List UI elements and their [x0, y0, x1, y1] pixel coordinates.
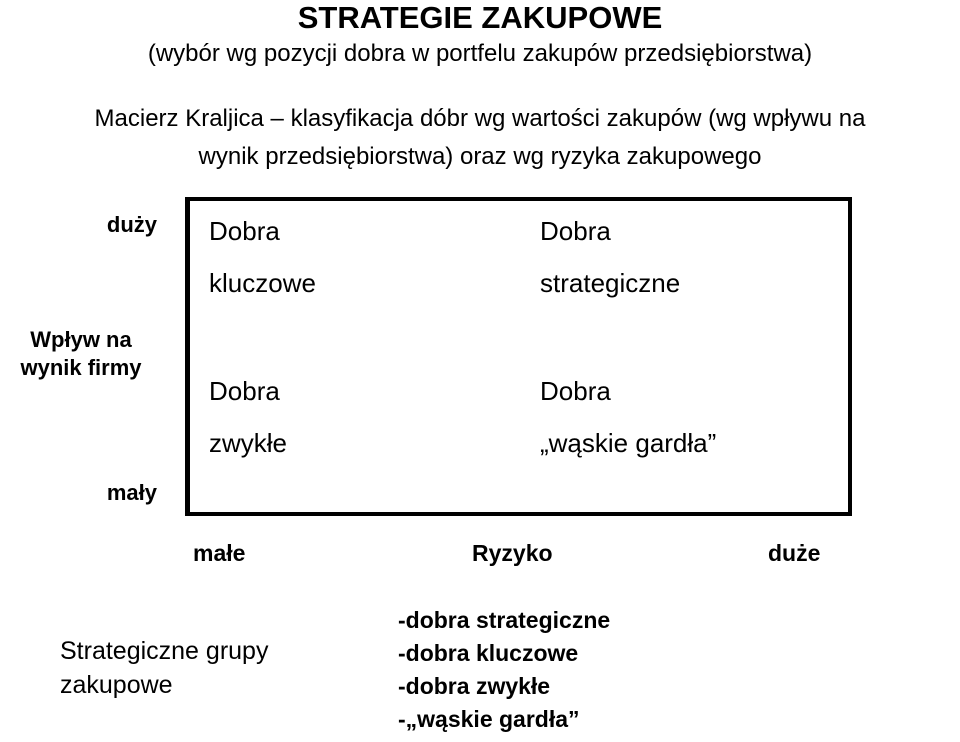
y-axis-high-label: duży — [106, 212, 157, 237]
groups-list — [398, 604, 610, 736]
cell-bottleneck-goods — [540, 365, 716, 469]
y-axis-title: Wpływ na wynik firmy — [20, 327, 142, 380]
x-axis-high-label: duże — [768, 540, 821, 566]
cell-strategic-goods-line-1: Dobra — [540, 216, 611, 246]
cell-strategic-goods — [540, 205, 680, 309]
cell-routine-goods — [209, 365, 287, 469]
x-axis-title: Ryzyko — [472, 540, 553, 566]
cell-routine-goods-line-1: Dobra — [209, 376, 280, 406]
groups-list-item: -dobra zwykłe — [398, 673, 551, 699]
kraljic-matrix — [185, 197, 852, 516]
page-title: STRATEGIE ZAKUPOWE — [297, 0, 663, 35]
x-axis-low-label: małe — [193, 540, 246, 566]
description — [0, 100, 960, 176]
groups-list-item: -dobra kluczowe — [398, 640, 579, 666]
cell-strategic-goods-line-2: strategiczne — [540, 268, 681, 298]
groups-label: Strategiczne grupy zakupowe — [60, 637, 269, 699]
groups-list-item: -dobra strategiczne — [398, 607, 611, 633]
cell-bottleneck-goods-line-2: „wąskie gardła” — [540, 428, 717, 458]
cell-key-goods-line-2: kluczowe — [209, 268, 316, 298]
description-line-2: wynik przedsiębiorstwa) oraz wg ryzyka zakupowego — [198, 143, 762, 170]
y-axis-low-label: mały — [106, 480, 157, 505]
cell-bottleneck-goods-line-1: Dobra — [540, 376, 611, 406]
cell-key-goods-line-1: Dobra — [209, 216, 280, 246]
description-line-1: Macierz Kraljica – klasyfikacja dóbr wg wartości zakupów (wg wpływu na — [94, 105, 866, 132]
cell-routine-goods-line-2: zwykłe — [209, 428, 288, 458]
cell-key-goods — [209, 205, 316, 309]
groups-list-item: -„wąskie gardła” — [398, 706, 580, 732]
page-subtitle: (wybór wg pozycji dobra w portfelu zakupów przedsiębiorstwa) — [147, 40, 813, 67]
